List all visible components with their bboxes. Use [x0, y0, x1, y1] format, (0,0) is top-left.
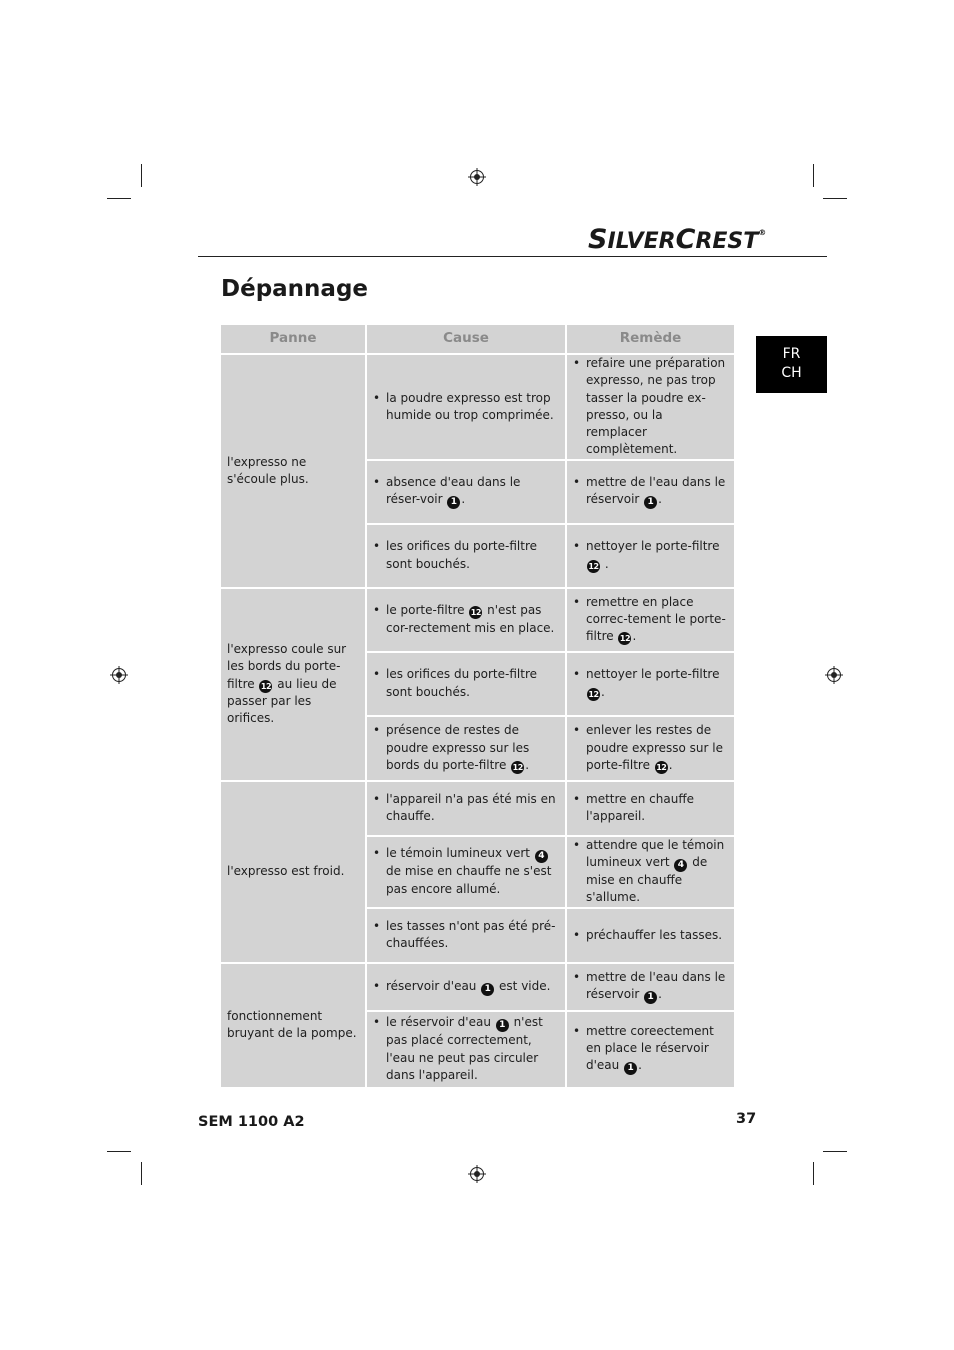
reference-number-icon: 4: [674, 859, 687, 872]
cause-cell: • le porte-filtre 12 n'est pas cor-rectement mis en place.: [367, 589, 567, 653]
reference-number-icon: 12: [619, 634, 631, 644]
reference-number-icon: 12: [588, 561, 599, 571]
reference-number-icon: 1: [644, 991, 657, 1004]
cause-cell: • l'appareil n'a pas été mis en chauffe.: [367, 782, 567, 837]
troubleshooting-table: [221, 325, 734, 1089]
cause-cell: • le témoin lumineux vert 4 de mise en chauffe ne s'est pas encore allumé.: [367, 837, 567, 909]
remede-cell: • mettre de l'eau dans le réservoir 1 .: [567, 964, 734, 1012]
table-row: [221, 782, 734, 837]
remede-cell: • nettoyer le porte-filtre 12 .: [567, 525, 734, 589]
table-row: [221, 355, 734, 461]
registration-mark-icon: [468, 1165, 486, 1183]
registration-mark-icon: [110, 666, 128, 684]
model-number: SEM 1100 A2: [198, 1114, 305, 1130]
remede-cell: • refaire une préparation expresso, ne pas trop tasser la poudre ex-presso, ou la remplacer complètement.: [567, 355, 734, 461]
column-header-cause: Cause: [367, 325, 567, 355]
reference-number-icon: 1: [644, 496, 657, 509]
reference-number-icon: 12: [512, 762, 523, 772]
language-badge-line1: FR: [782, 346, 801, 362]
crop-mark: [107, 1151, 131, 1152]
table-header-row: [221, 325, 734, 355]
registration-mark-icon: [825, 666, 843, 684]
reference-number-icon: 12: [260, 681, 272, 691]
remede-cell: • mettre coreectement en place le réservoir d'eau 1 .: [567, 1012, 734, 1089]
reference-number-icon: 12: [656, 762, 667, 772]
remede-cell: • nettoyer le porte-filtre 12 .: [567, 653, 734, 717]
remede-cell: • enlever les restes de poudre expresso sur le porte-filtre 12 .: [567, 717, 734, 782]
silvercrest-logo: SILVERCREST®: [588, 224, 767, 255]
panne-cell: fonctionnement bruyant de la pompe.: [221, 964, 367, 1089]
remede-cell: • remettre en place correc-tement le porte-filtre 12 .: [567, 589, 734, 653]
panne-cell: l'expresso est froid.: [221, 782, 367, 964]
cause-cell: • réservoir d'eau 1 est vide.: [367, 964, 567, 1012]
language-badge: [756, 336, 827, 393]
cause-cell: • les tasses n'ont pas été pré-chauffées.: [367, 909, 567, 964]
crop-mark: [141, 1162, 142, 1185]
reference-number-icon: 1: [447, 496, 460, 509]
crop-mark: [813, 1162, 814, 1185]
column-header-remede: Remède: [567, 325, 734, 355]
header-rule: [198, 256, 827, 257]
crop-mark: [813, 164, 814, 187]
language-badge-line2: CH: [781, 365, 802, 381]
cause-cell: • absence d'eau dans le réser-voir 1 .: [367, 461, 567, 525]
cause-cell: • présence de restes de poudre expresso sur les bords du porte-filtre 12 .: [367, 717, 567, 782]
reference-number-icon: 1: [496, 1019, 509, 1032]
cause-cell: • le réservoir d'eau 1 n'est pas placé correctement, l'eau ne peut pas circuler dans l'appareil.: [367, 1012, 567, 1089]
page-number: 37: [736, 1111, 757, 1127]
crop-mark: [823, 1151, 847, 1152]
remede-cell: • mettre de l'eau dans le réservoir 1 .: [567, 461, 734, 525]
panne-cell: l'expresso ne s'écoule plus.: [221, 355, 367, 589]
remede-cell: • mettre en chauffe l'appareil.: [567, 782, 734, 837]
reference-number-icon: 4: [535, 850, 548, 863]
cause-cell: • la poudre expresso est trop humide ou trop comprimée.: [367, 355, 567, 461]
crop-mark: [823, 198, 847, 199]
table-row: [221, 589, 734, 653]
panne-cell: l'expresso coule sur les bords du porte-filtre 12 au lieu de passer par les orifices.: [221, 589, 367, 782]
cause-cell: • les orifices du porte-filtre sont bouchés.: [367, 525, 567, 589]
remede-cell: • attendre que le témoin lumineux vert 4 de mise en chauffe s'allume.: [567, 837, 734, 909]
crop-mark: [107, 198, 131, 199]
page-title: Dépannage: [221, 276, 369, 302]
reference-number-icon: 12: [470, 608, 481, 618]
reference-number-icon: 1: [481, 983, 494, 996]
column-header-panne: Panne: [221, 325, 367, 355]
remede-cell: • préchauffer les tasses.: [567, 909, 734, 964]
cause-cell: • les orifices du porte-filtre sont bouchés.: [367, 653, 567, 717]
registration-mark-icon: [468, 168, 486, 186]
table-row: [221, 964, 734, 1012]
reference-number-icon: 12: [588, 689, 599, 699]
crop-mark: [141, 164, 142, 187]
reference-number-icon: 1: [624, 1062, 637, 1075]
